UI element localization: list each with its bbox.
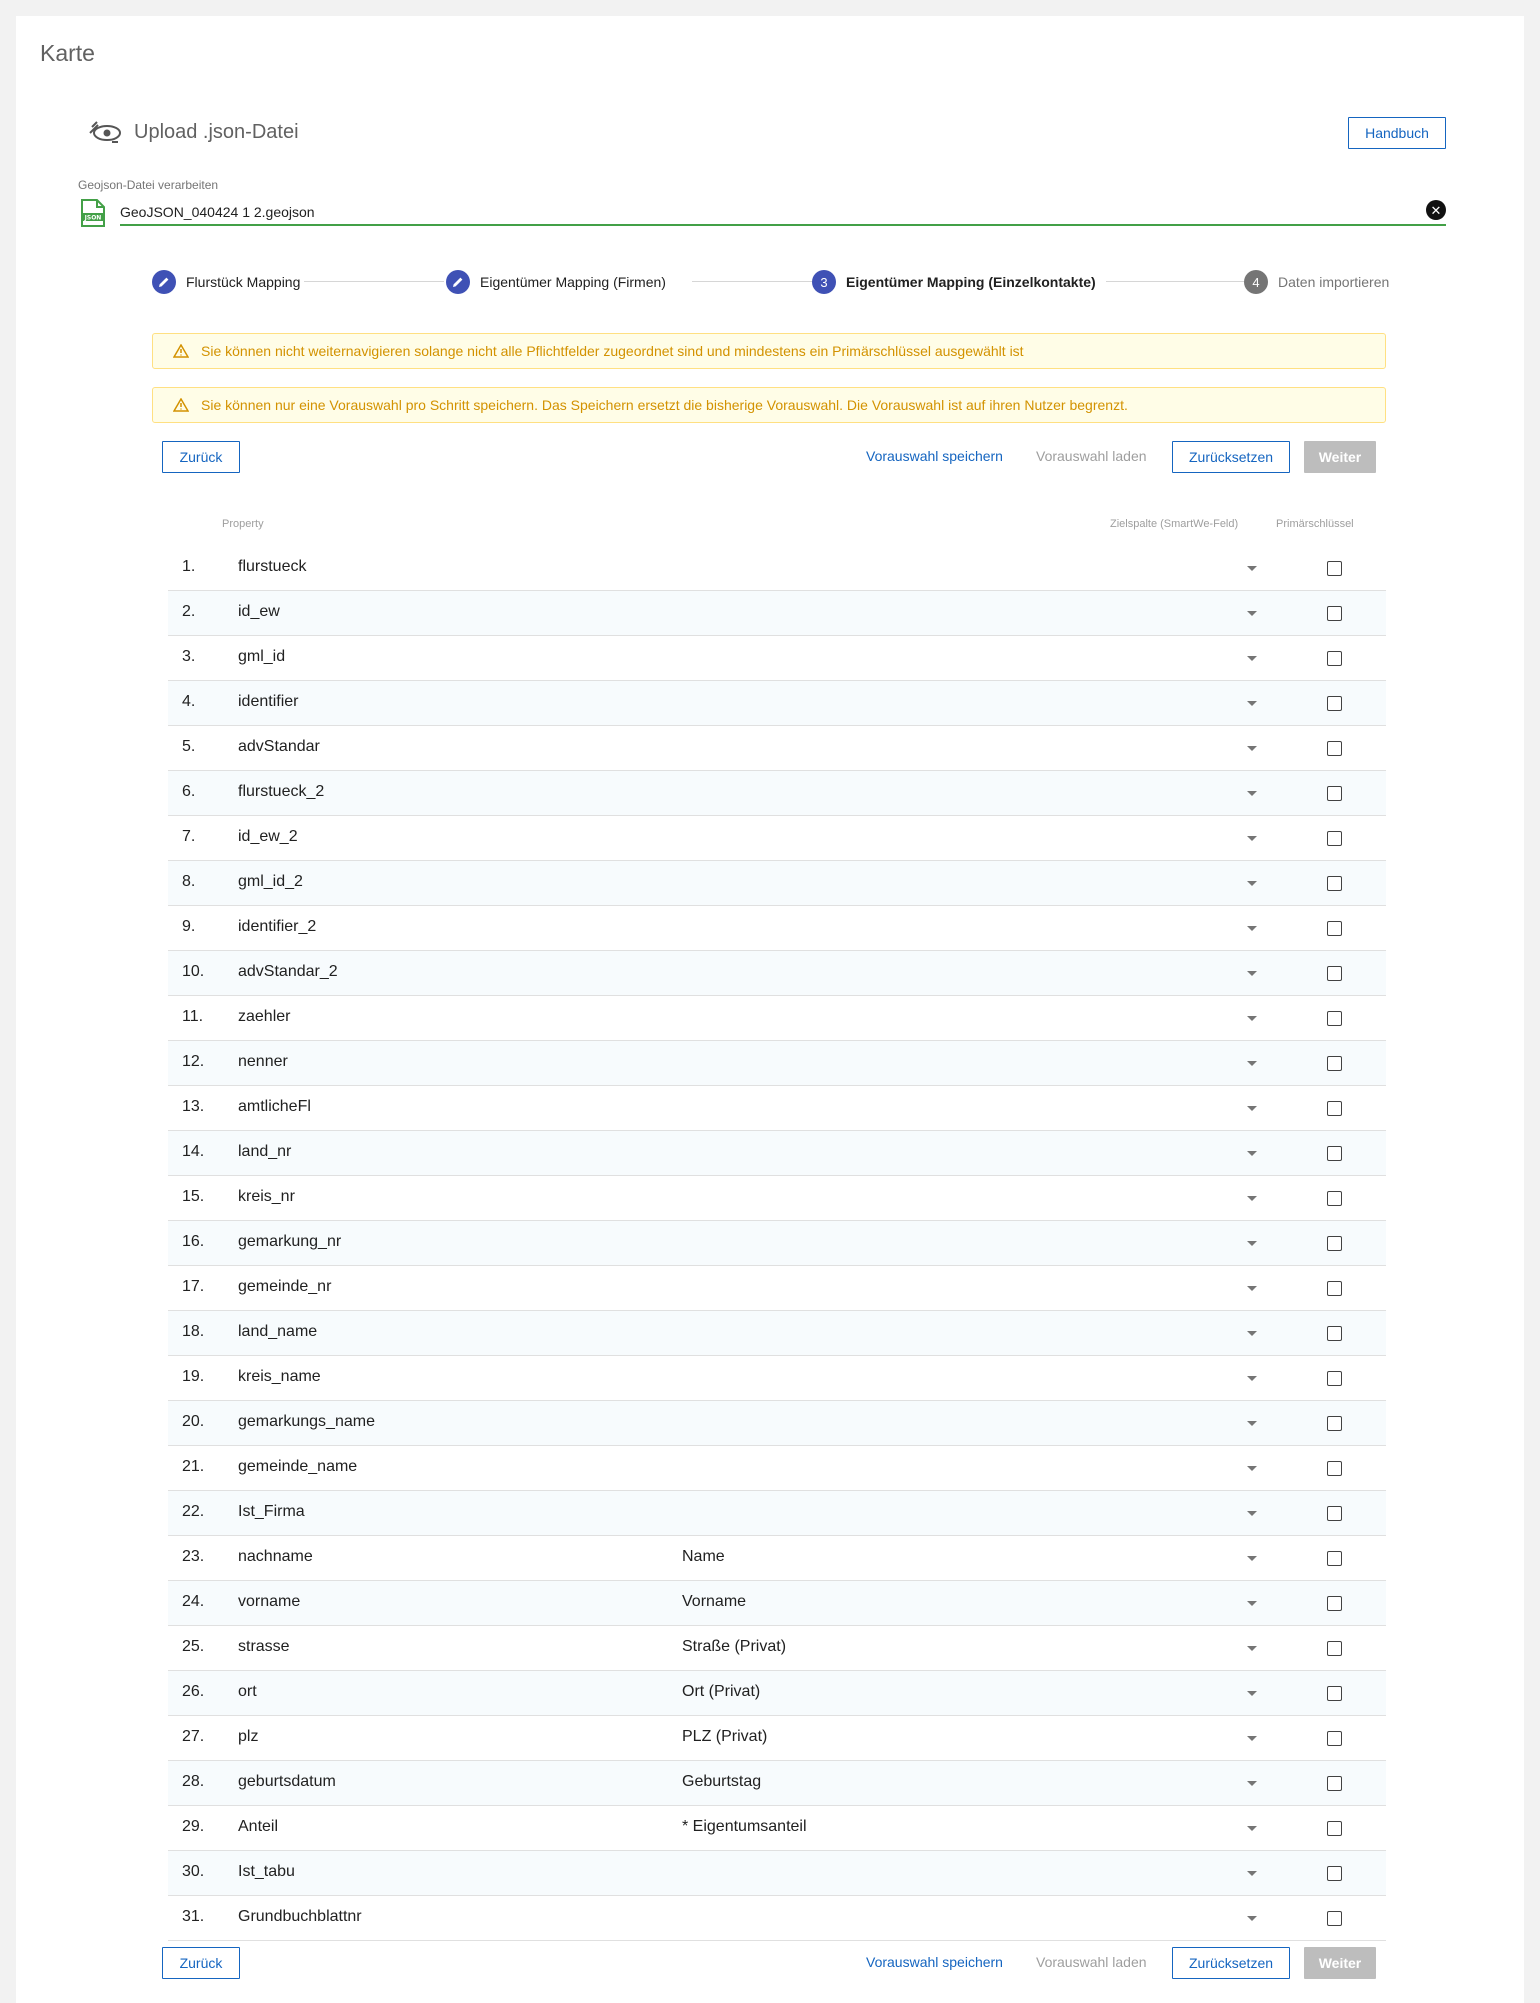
step-label: Eigentümer Mapping (Einzelkontakte) (846, 274, 1096, 290)
step-eigentuemer-firmen[interactable] (446, 268, 666, 296)
property-name: geburtsdatum (238, 1773, 336, 1790)
reset-button[interactable]: Zurücksetzen (1172, 441, 1290, 473)
warning-icon (173, 398, 189, 412)
mapping-table (168, 546, 1386, 1941)
dropdown-caret-icon[interactable] (1247, 1016, 1257, 1021)
table-row (168, 1311, 1386, 1356)
property-name: ort (238, 1683, 257, 1700)
upload-eye-icon (88, 119, 122, 145)
property-name: id_ew (238, 603, 280, 620)
table-row (168, 771, 1386, 816)
property-name: gemeinde_nr (238, 1278, 332, 1295)
dropdown-caret-icon[interactable] (1247, 701, 1257, 706)
table-row (168, 1761, 1386, 1806)
target-field-select[interactable]: PLZ (Privat) (682, 1728, 768, 1745)
primary-key-checkbox[interactable] (1327, 1866, 1342, 1881)
dropdown-caret-icon[interactable] (1247, 1151, 1257, 1156)
dropdown-caret-icon[interactable] (1247, 881, 1257, 886)
primary-key-checkbox[interactable] (1327, 1281, 1342, 1296)
property-name: identifier_2 (238, 918, 317, 935)
target-field-select[interactable]: Ort (Privat) (682, 1683, 761, 1700)
row-number: 22. (182, 1503, 205, 1520)
row-number: 2. (182, 603, 196, 620)
property-name: zaehler (238, 1008, 291, 1025)
file-input[interactable] (120, 200, 1446, 226)
header-property: Property (222, 518, 264, 530)
property-name: gml_id_2 (238, 873, 303, 890)
actions-top (152, 441, 1386, 473)
file-name: GeoJSON_040424 1 2.geojson (120, 204, 315, 220)
primary-key-checkbox[interactable] (1327, 1011, 1342, 1026)
upload-header (88, 116, 299, 148)
header-primary-key: Primärschlüssel (1276, 518, 1354, 530)
dropdown-caret-icon[interactable] (1247, 1106, 1257, 1111)
row-number: 21. (182, 1458, 205, 1475)
row-number: 4. (182, 693, 196, 710)
primary-key-checkbox[interactable] (1327, 1146, 1342, 1161)
property-name: vorname (238, 1593, 301, 1610)
back-button[interactable]: Zurück (162, 441, 240, 473)
target-field-select[interactable]: Vorname (682, 1593, 747, 1610)
row-number: 30. (182, 1863, 205, 1880)
step-label: Daten importieren (1278, 274, 1390, 290)
handbook-button[interactable]: Handbuch (1348, 117, 1446, 149)
actions-bottom (152, 1947, 1386, 1979)
primary-key-checkbox[interactable] (1327, 921, 1342, 936)
property-name: flurstueck_2 (238, 783, 325, 800)
property-name: Ist_Firma (238, 1503, 305, 1520)
save-preset-button[interactable]: Vorauswahl speichern (866, 1954, 1003, 1970)
property-name: land_name (238, 1323, 318, 1340)
property-name: id_ew_2 (238, 828, 298, 845)
row-number: 16. (182, 1233, 205, 1250)
load-preset-button[interactable]: Vorauswahl laden (1036, 1954, 1147, 1970)
table-row (168, 726, 1386, 771)
step-connector (1106, 281, 1244, 282)
table-row (168, 1581, 1386, 1626)
primary-key-checkbox[interactable] (1327, 696, 1342, 711)
row-number: 6. (182, 783, 196, 800)
dropdown-caret-icon[interactable] (1247, 1511, 1257, 1516)
row-number: 25. (182, 1638, 205, 1655)
row-number: 14. (182, 1143, 205, 1160)
dropdown-caret-icon[interactable] (1247, 611, 1257, 616)
property-name: flurstueck (238, 558, 307, 575)
table-row (168, 1356, 1386, 1401)
table-row (168, 1491, 1386, 1536)
property-name: kreis_nr (238, 1188, 295, 1205)
stepper (152, 268, 1388, 296)
upload-title: Upload .json-Datei (134, 120, 299, 143)
table-row (168, 996, 1386, 1041)
row-number: 31. (182, 1908, 205, 1925)
property-name: Anteil (238, 1818, 279, 1835)
primary-key-checkbox[interactable] (1327, 1641, 1342, 1656)
property-name: strasse (238, 1638, 290, 1655)
dropdown-caret-icon[interactable] (1247, 836, 1257, 841)
dropdown-caret-icon[interactable] (1247, 1466, 1257, 1471)
property-name: plz (238, 1728, 259, 1745)
target-field-select[interactable]: Name (682, 1548, 725, 1565)
target-field-select[interactable]: * Eigentumsanteil (682, 1818, 807, 1835)
row-number: 28. (182, 1773, 205, 1790)
dropdown-caret-icon[interactable] (1247, 1781, 1257, 1786)
primary-key-checkbox[interactable] (1327, 1056, 1342, 1071)
table-row (168, 1626, 1386, 1671)
page-title: Karte (40, 40, 95, 66)
row-number: 27. (182, 1728, 205, 1745)
primary-key-checkbox[interactable] (1327, 606, 1342, 621)
table-row (168, 1896, 1386, 1941)
load-preset-button[interactable]: Vorauswahl laden (1036, 448, 1147, 464)
property-name: land_nr (238, 1143, 292, 1160)
row-number: 29. (182, 1818, 205, 1835)
row-number: 8. (182, 873, 196, 890)
primary-key-checkbox[interactable] (1327, 1191, 1342, 1206)
table-row (168, 951, 1386, 996)
main-card (16, 16, 1524, 2003)
primary-key-checkbox[interactable] (1327, 651, 1342, 666)
row-number: 23. (182, 1548, 205, 1565)
table-row (168, 681, 1386, 726)
dropdown-caret-icon[interactable] (1247, 791, 1257, 796)
primary-key-checkbox[interactable] (1327, 1686, 1342, 1701)
property-name: gemarkung_nr (238, 1233, 342, 1250)
step-label: Eigentümer Mapping (Firmen) (480, 274, 666, 290)
alert-text: Sie können nur eine Vorauswahl pro Schritt speichern. Das Speichern ersetzt die bisherige Vorauswahl. Die Vorauswahl ist auf ihren Nutzer begrenzt. (201, 397, 1128, 413)
edit-pencil-icon (446, 270, 470, 294)
table-row (168, 1266, 1386, 1311)
row-number: 9. (182, 918, 196, 935)
table-row (168, 1086, 1386, 1131)
next-button[interactable]: Weiter (1304, 441, 1376, 473)
primary-key-checkbox[interactable] (1327, 1101, 1342, 1116)
primary-key-checkbox[interactable] (1327, 1911, 1342, 1926)
step-connector (692, 281, 828, 282)
dropdown-caret-icon[interactable] (1247, 971, 1257, 976)
primary-key-checkbox[interactable] (1327, 1821, 1342, 1836)
property-name: advStandar (238, 738, 320, 755)
row-number: 3. (182, 648, 196, 665)
header-target: Zielspalte (SmartWe-Feld) (1110, 518, 1239, 530)
primary-key-checkbox[interactable] (1327, 1416, 1342, 1431)
table-row (168, 1446, 1386, 1491)
table-row (168, 861, 1386, 906)
dropdown-caret-icon[interactable] (1247, 926, 1257, 931)
dropdown-caret-icon[interactable] (1247, 1826, 1257, 1831)
dropdown-caret-icon[interactable] (1247, 1421, 1257, 1426)
primary-key-checkbox[interactable] (1327, 876, 1342, 891)
primary-key-checkbox[interactable] (1327, 1461, 1342, 1476)
table-row (168, 636, 1386, 681)
row-number: 15. (182, 1188, 205, 1205)
property-name: gml_id (238, 648, 286, 665)
dropdown-caret-icon[interactable] (1247, 1286, 1257, 1291)
property-name: gemeinde_name (238, 1458, 358, 1475)
primary-key-checkbox[interactable] (1327, 1326, 1342, 1341)
save-preset-button[interactable]: Vorauswahl speichern (866, 448, 1003, 464)
row-number: 1. (182, 558, 196, 575)
dropdown-caret-icon[interactable] (1247, 1241, 1257, 1246)
dropdown-caret-icon[interactable] (1247, 1556, 1257, 1561)
table-row (168, 591, 1386, 636)
table-row (168, 1716, 1386, 1761)
row-number: 12. (182, 1053, 205, 1070)
step-number: 4 (1244, 270, 1268, 294)
property-name: Grundbuchblattnr (238, 1908, 362, 1925)
dropdown-caret-icon[interactable] (1247, 1646, 1257, 1651)
dropdown-caret-icon[interactable] (1247, 656, 1257, 661)
primary-key-checkbox[interactable] (1327, 1596, 1342, 1611)
dropdown-caret-icon[interactable] (1247, 1871, 1257, 1876)
file-icon-text: JSON (84, 214, 102, 222)
json-file-icon (80, 198, 106, 228)
step-eigentuemer-einzelkontakte[interactable] (812, 268, 1096, 296)
property-name: gemarkungs_name (238, 1413, 375, 1430)
alert-preset-info (152, 387, 1386, 423)
property-name: identifier (238, 693, 299, 710)
table-row (168, 546, 1386, 591)
dropdown-caret-icon[interactable] (1247, 1331, 1257, 1336)
primary-key-checkbox[interactable] (1327, 1506, 1342, 1521)
step-connector (304, 281, 444, 282)
target-field-select[interactable]: Straße (Privat) (682, 1638, 787, 1655)
row-number: 18. (182, 1323, 205, 1340)
reset-button[interactable]: Zurücksetzen (1172, 1947, 1290, 1979)
property-name: nachname (238, 1548, 313, 1565)
table-row (168, 906, 1386, 951)
dropdown-caret-icon[interactable] (1247, 1916, 1257, 1921)
next-button[interactable]: Weiter (1304, 1947, 1376, 1979)
primary-key-checkbox[interactable] (1327, 561, 1342, 576)
primary-key-checkbox[interactable] (1327, 741, 1342, 756)
step-label: Flurstück Mapping (186, 274, 301, 290)
row-number: 10. (182, 963, 205, 980)
property-name: nenner (238, 1053, 288, 1070)
dropdown-caret-icon[interactable] (1247, 1736, 1257, 1741)
dropdown-caret-icon[interactable] (1247, 746, 1257, 751)
edit-pencil-icon (152, 270, 176, 294)
table-row (168, 1131, 1386, 1176)
dropdown-caret-icon[interactable] (1247, 566, 1257, 571)
table-row (168, 1176, 1386, 1221)
row-number: 20. (182, 1413, 205, 1430)
primary-key-checkbox[interactable] (1327, 831, 1342, 846)
primary-key-checkbox[interactable] (1327, 1731, 1342, 1746)
table-row (168, 1041, 1386, 1086)
table-row (168, 1221, 1386, 1266)
step-number: 3 (812, 270, 836, 294)
property-name: Ist_tabu (238, 1863, 295, 1880)
row-number: 26. (182, 1683, 205, 1700)
row-number: 5. (182, 738, 196, 755)
primary-key-checkbox[interactable] (1327, 1371, 1342, 1386)
step-daten-importieren[interactable] (1244, 268, 1389, 296)
row-number: 17. (182, 1278, 205, 1295)
alert-text: Sie können nicht weiternavigieren solange nicht alle Pflichtfelder zugeordnet sind und mindestens ein Primärschlüssel ausgewählt ist (201, 343, 1024, 359)
back-button[interactable]: Zurück (162, 1947, 240, 1979)
table-row (168, 816, 1386, 861)
property-name: amtlicheFl (238, 1098, 311, 1115)
row-number: 13. (182, 1098, 205, 1115)
primary-key-checkbox[interactable] (1327, 1551, 1342, 1566)
table-row (168, 1401, 1386, 1446)
dropdown-caret-icon[interactable] (1247, 1196, 1257, 1201)
file-field-label: Geojson-Datei verarbeiten (78, 178, 219, 192)
target-field-select[interactable]: Geburtstag (682, 1773, 762, 1790)
row-number: 24. (182, 1593, 205, 1610)
table-row (168, 1806, 1386, 1851)
primary-key-checkbox[interactable] (1327, 966, 1342, 981)
primary-key-checkbox[interactable] (1327, 1236, 1342, 1251)
dropdown-caret-icon[interactable] (1247, 1376, 1257, 1381)
alert-required-fields (152, 333, 1386, 369)
table-row (168, 1671, 1386, 1716)
row-number: 7. (182, 828, 196, 845)
step-flurstueck-mapping[interactable] (152, 268, 300, 296)
property-name: advStandar_2 (238, 963, 338, 980)
dropdown-caret-icon[interactable] (1247, 1691, 1257, 1696)
primary-key-checkbox[interactable] (1327, 786, 1342, 801)
property-name: kreis_name (238, 1368, 321, 1385)
row-number: 19. (182, 1368, 205, 1385)
table-row (168, 1536, 1386, 1581)
primary-key-checkbox[interactable] (1327, 1776, 1342, 1791)
clear-file-icon[interactable]: ✕ (1426, 200, 1446, 220)
dropdown-caret-icon[interactable] (1247, 1061, 1257, 1066)
table-row (168, 1851, 1386, 1896)
row-number: 11. (182, 1008, 204, 1025)
warning-icon (173, 344, 189, 358)
dropdown-caret-icon[interactable] (1247, 1601, 1257, 1606)
